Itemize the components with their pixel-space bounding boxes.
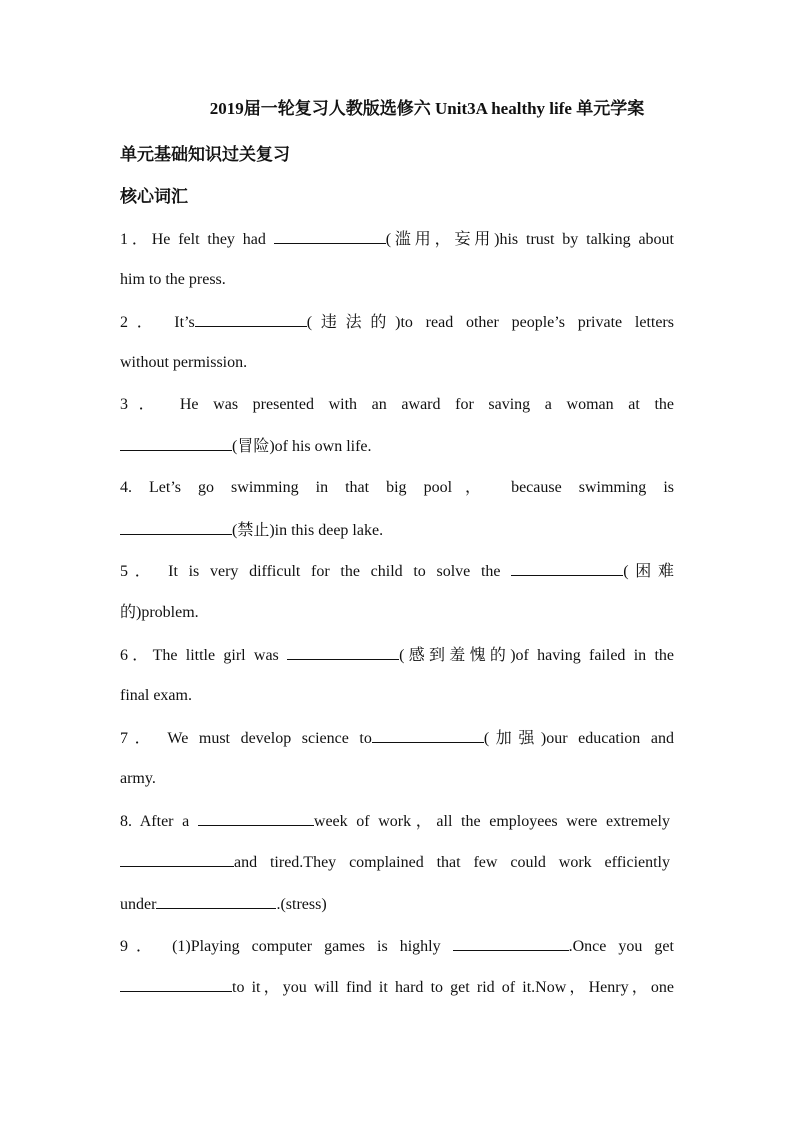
question-9-text: 9． (1)Playing computer games is highly: [120, 938, 453, 955]
question-7-text: 7． We must develop science to: [120, 730, 372, 747]
question-9-line-2: [120, 974, 674, 1001]
question-4-text: (禁止)in this deep lake.: [232, 522, 384, 539]
question-7-text: (加强)our education and: [483, 730, 674, 747]
answer-blank[interactable]: [453, 933, 569, 951]
question-8-line-1: [120, 808, 670, 835]
document-title: 2019届一轮复习人教版选修六 Unit3A healthy life 单元学案: [209, 99, 645, 118]
question-2-text: (违法的)to read other people’s private letters: [306, 314, 674, 331]
question-5-text: (困难: [623, 563, 674, 580]
question-8-text: week of work，all the employees were extremely: [313, 813, 670, 830]
answer-blank[interactable]: [120, 974, 232, 992]
question-7-line-1: [120, 725, 674, 752]
question-9-text: to it，you will find it hard to get rid of it.Now，Henry，one: [232, 979, 674, 996]
question-7-line-2: army.: [120, 770, 156, 787]
answer-blank[interactable]: [156, 891, 276, 909]
question-5-line-1: [120, 558, 674, 585]
question-6-line-2: final exam.: [120, 687, 192, 704]
question-2-line-2: without permission.: [120, 354, 248, 371]
question-9-text: .Once you get: [568, 938, 674, 955]
answer-blank[interactable]: [274, 226, 386, 244]
question-6-line-1: [120, 642, 674, 669]
answer-blank[interactable]: [198, 808, 314, 826]
answer-blank[interactable]: [195, 309, 307, 327]
question-3-line-1: 3． He was presented with an award for saving a woman at the: [120, 396, 674, 413]
section-heading: 单元基础知识过关复习: [120, 145, 290, 164]
question-8-text: .(stress): [276, 896, 327, 913]
question-1-line-1: [120, 226, 674, 253]
question-9-line-1: [120, 933, 674, 960]
question-8-line-3: [120, 891, 674, 918]
answer-blank[interactable]: [511, 558, 623, 576]
question-6-text: (感到羞愧的)of having failed in the: [399, 647, 674, 664]
answer-blank[interactable]: [120, 433, 232, 451]
answer-blank[interactable]: [372, 725, 484, 743]
question-1-line-2: him to the press.: [120, 271, 226, 288]
answer-blank[interactable]: [120, 517, 232, 535]
question-2-text: 2． It’s: [120, 314, 195, 331]
subsection-heading: 核心词汇: [120, 187, 188, 206]
question-5-text: 5． It is very difficult for the child to solve the: [120, 563, 512, 580]
question-1-text: (滥用，妄用)his trust by talking about: [385, 231, 674, 248]
answer-blank[interactable]: [120, 849, 234, 867]
answer-blank[interactable]: [287, 642, 399, 660]
question-4-line-1: 4. Let’s go swimming in that big pool， because swimming is: [120, 479, 674, 496]
question-2-line-1: [120, 309, 674, 336]
question-8-line-2: [120, 849, 670, 876]
question-4-line-2: [120, 517, 674, 544]
question-6-text: 6．The little girl was: [120, 647, 288, 664]
question-1-text: 1．He felt they had: [120, 231, 274, 248]
question-3-text: (冒险)of his own life.: [232, 438, 372, 455]
question-3-line-2: [120, 433, 674, 460]
question-8-text: 8. After a: [120, 813, 198, 830]
question-8-text: and tired.They complained that few could work efficiently: [234, 854, 670, 871]
question-5-line-2: 的)problem.: [120, 604, 199, 621]
question-8-text: under: [120, 896, 157, 913]
